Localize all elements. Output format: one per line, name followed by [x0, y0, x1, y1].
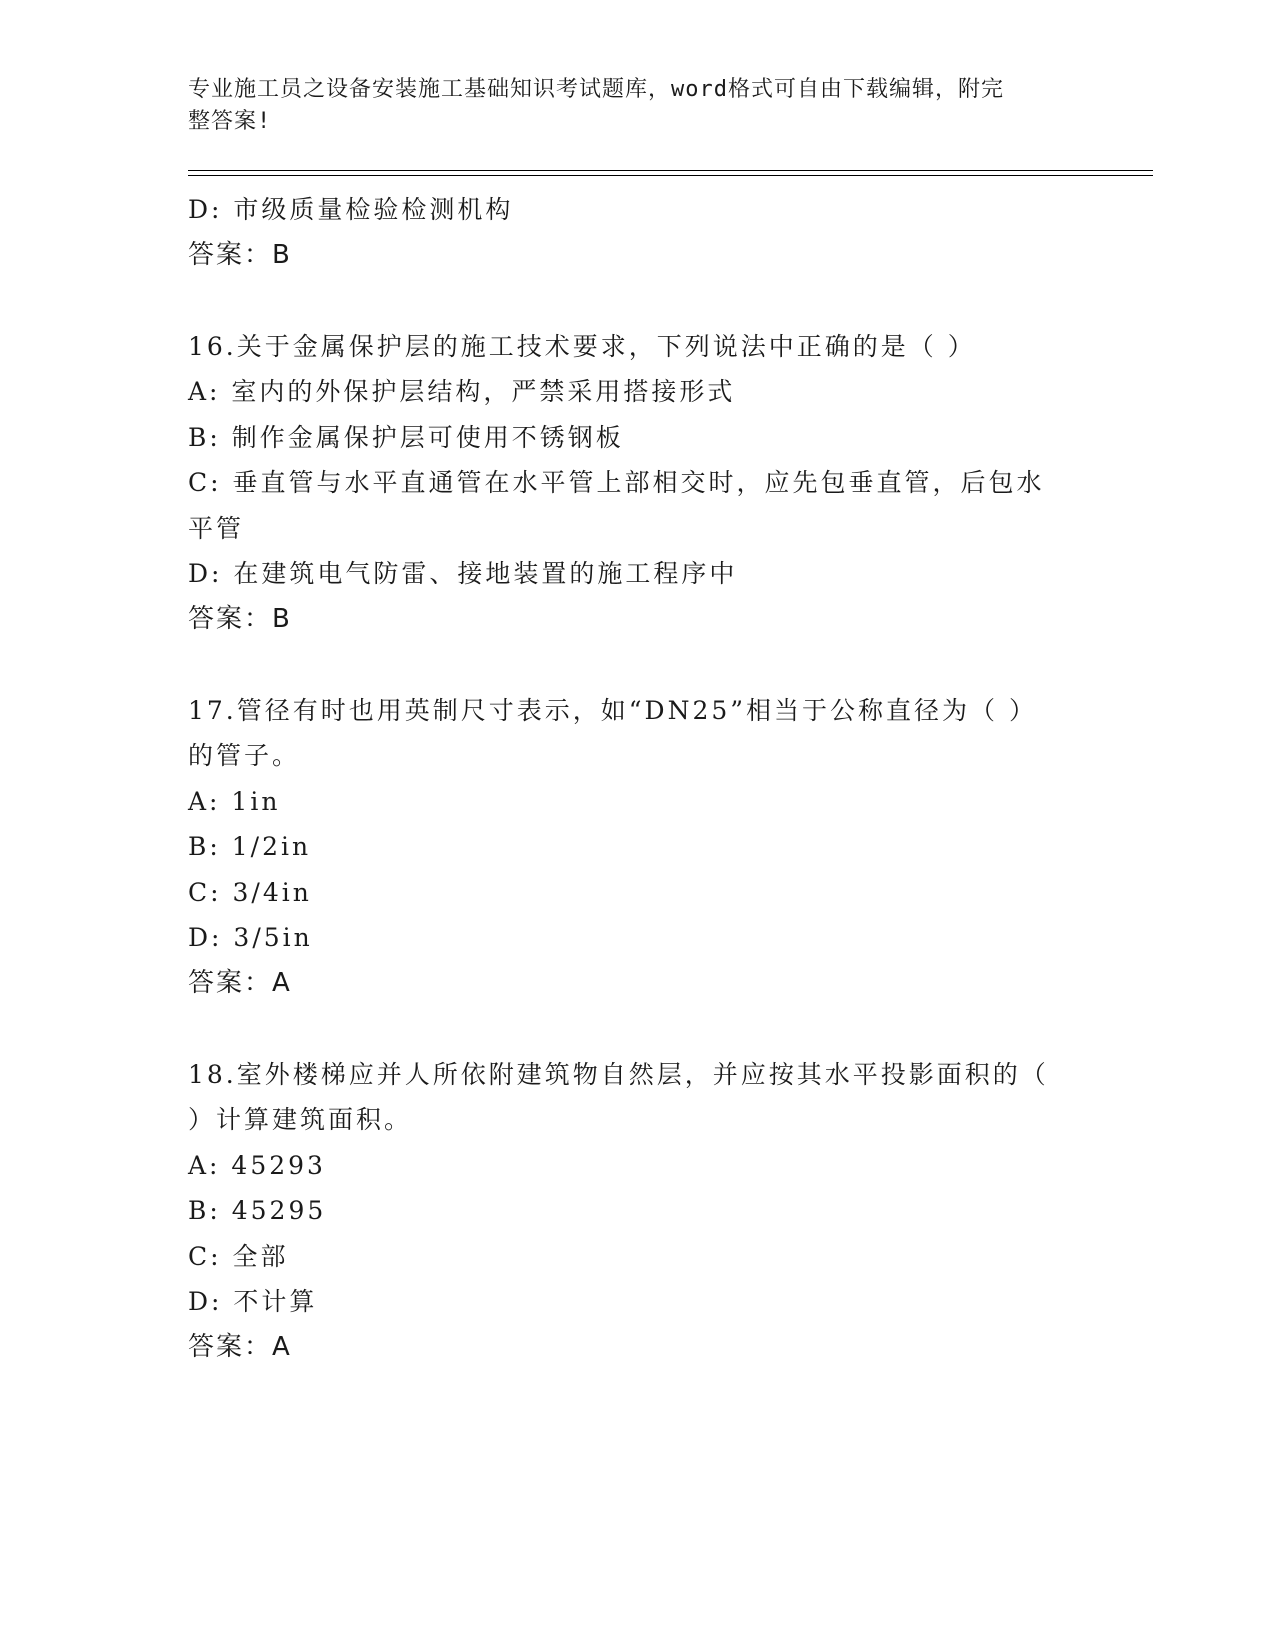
document-header	[188, 74, 1088, 138]
option-a: A: 1in	[188, 786, 281, 816]
answer-line: 答案：B	[188, 239, 292, 270]
question-stem-continued: ）计算建筑面积。	[188, 1105, 413, 1134]
option-a: A: 室内的外保护层结构，严禁采用搭接形式	[188, 377, 736, 406]
answer-line: 答案：B	[188, 603, 292, 634]
question-stem: 17.管径有时也用英制尺寸表示，如“DN25”相当于公称直径为（ ）	[188, 695, 1037, 725]
option-c: C: 垂直管与水平直通管在水平管上部相交时，应先包垂直管，后包水	[188, 468, 1045, 497]
option-d: D: 不计算	[188, 1287, 318, 1316]
question-stem: 18.室外楼梯应并人所依附建筑物自然层，并应按其水平投影面积的（	[188, 1059, 1049, 1089]
spacer	[188, 1006, 1088, 1052]
question-stem-continued: 的管子。	[188, 741, 301, 770]
question-18	[188, 1052, 1088, 1371]
option-c: C: 全部	[188, 1241, 289, 1271]
question-stem: 16.关于金属保护层的施工技术要求，下列说法中正确的是（ ）	[188, 331, 976, 361]
answer-line: 答案：A	[188, 967, 292, 998]
spacer	[188, 278, 1088, 324]
header-rule-bottom	[188, 175, 1153, 176]
option-b: B: 45295	[188, 1196, 327, 1225]
header-line-1: 专业施工员之设备安装施工基础知识考试题库，word格式可自由下载编辑，附完	[188, 77, 1004, 102]
header-line-2: 整答案!	[188, 109, 272, 134]
option-c-continued: 平管	[188, 513, 245, 543]
question-17	[188, 688, 1088, 1007]
question-list	[188, 187, 1088, 1370]
option-d: D: 在建筑电气防雷、接地装置的施工程序中	[188, 559, 738, 588]
spacer	[188, 642, 1088, 688]
option-d: D: 市级质量检验检测机构	[188, 195, 514, 224]
question-16	[188, 324, 1088, 643]
header-rule-top	[188, 170, 1153, 171]
option-b: B: 1/2in	[188, 832, 312, 861]
option-a: A: 45293	[188, 1150, 326, 1180]
option-c: C: 3/4in	[188, 877, 312, 907]
answer-line: 答案：A	[188, 1331, 292, 1362]
option-d: D: 3/5in	[188, 923, 313, 952]
option-b: B: 制作金属保护层可使用不锈钢板	[188, 422, 624, 452]
